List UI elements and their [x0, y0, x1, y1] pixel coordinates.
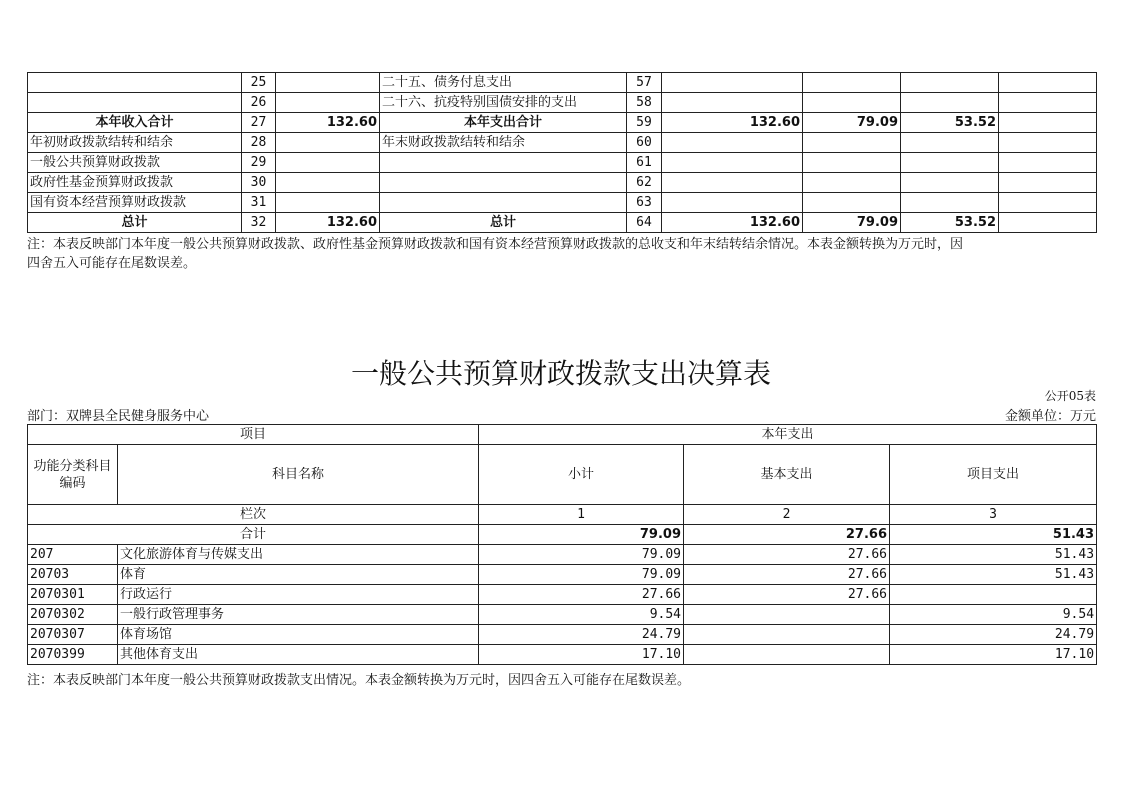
subject-name: 体育 [118, 565, 479, 585]
subject-name: 文化旅游体育与传媒支出 [118, 545, 479, 565]
table-row [28, 565, 1097, 585]
subject-name: 体育场馆 [118, 625, 479, 645]
summary-table-row [28, 93, 1097, 113]
expense-fund-budget [901, 133, 999, 153]
basic-amount [684, 605, 890, 625]
income-item-label: 年初财政拨款结转和结余 [28, 133, 242, 153]
basic-amount: 27.66 [684, 565, 890, 585]
table-row [28, 625, 1097, 645]
summary-note-line1: 注：本表反映部门本年度一般公共预算财政拨款、政府性基金预算财政拨款和国有资本经营预算财政拨款的总收支和年末结转结余情况。本表金额转换为万元时，因 [27, 237, 964, 252]
income-line-number: 25 [242, 73, 276, 93]
expense-general-budget [803, 133, 901, 153]
expense-item-label [380, 153, 627, 173]
income-item-label: 政府性基金预算财政拨款 [28, 173, 242, 193]
income-line-number: 29 [242, 153, 276, 173]
header-code: 功能分类科目编码 [28, 445, 118, 505]
expense-state-capital [999, 193, 1097, 213]
unit-label: 金额单位：万元 [1004, 409, 1096, 424]
header-project-exp: 项目支出 [890, 445, 1097, 505]
income-amount [276, 93, 380, 113]
basic-amount: 27.66 [684, 545, 890, 565]
expense-line-number: 57 [627, 73, 662, 93]
income-line-number: 27 [242, 113, 276, 133]
header-subtotal: 小计 [479, 445, 684, 505]
summary-table-row [28, 73, 1097, 93]
basic-amount [684, 625, 890, 645]
expense-final-accounts-table [27, 424, 1097, 665]
income-item-label: 本年收入合计 [28, 113, 242, 133]
income-item-label: 一般公共预算财政拨款 [28, 153, 242, 173]
summary-table-row [28, 113, 1097, 133]
expense-total [662, 93, 803, 113]
basic-amount: 27.66 [684, 585, 890, 605]
expense-general-budget [803, 153, 901, 173]
income-line-number: 28 [242, 133, 276, 153]
column-number-1: 1 [479, 505, 684, 525]
expense-state-capital [999, 113, 1097, 133]
column-sequence-label: 栏次 [28, 505, 479, 525]
total-basic: 27.66 [684, 525, 890, 545]
function-code: 2070301 [28, 585, 118, 605]
header-project: 项目 [28, 425, 479, 445]
project-amount: 17.10 [890, 645, 1097, 665]
total-label: 合计 [28, 525, 479, 545]
income-amount [276, 133, 380, 153]
expense-note: 注：本表反映部门本年度一般公共预算财政拨款支出情况。本表金额转换为万元时，因四舍五入可能存在尾数误差。 [27, 673, 691, 688]
expense-fund-budget: 53.52 [901, 213, 999, 233]
expense-fund-budget: 53.52 [901, 113, 999, 133]
project-amount: 9.54 [890, 605, 1097, 625]
expense-item-label: 年末财政拨款结转和结余 [380, 133, 627, 153]
expense-state-capital [999, 213, 1097, 233]
expense-state-capital [999, 173, 1097, 193]
expense-state-capital [999, 73, 1097, 93]
summary-table-row [28, 133, 1097, 153]
expense-fund-budget [901, 173, 999, 193]
income-expense-summary-table [27, 72, 1097, 233]
income-line-number: 26 [242, 93, 276, 113]
income-line-number: 30 [242, 173, 276, 193]
income-item-label: 总计 [28, 213, 242, 233]
summary-table-row [28, 213, 1097, 233]
expense-state-capital [999, 93, 1097, 113]
income-amount [276, 73, 380, 93]
subtotal-amount: 9.54 [479, 605, 684, 625]
subtotal-amount: 24.79 [479, 625, 684, 645]
expense-item-label [380, 173, 627, 193]
expense-item-label: 本年支出合计 [380, 113, 627, 133]
expense-total: 132.60 [662, 113, 803, 133]
expense-general-budget [803, 193, 901, 213]
table-row [28, 605, 1097, 625]
header-current-expense: 本年支出 [479, 425, 1097, 445]
subtotal-amount: 27.66 [479, 585, 684, 605]
summary-table-row [28, 173, 1097, 193]
project-amount [890, 585, 1097, 605]
expense-item-label [380, 193, 627, 213]
expense-total: 132.60 [662, 213, 803, 233]
function-code: 2070399 [28, 645, 118, 665]
expense-fund-budget [901, 73, 999, 93]
expense-total [662, 133, 803, 153]
expense-line-number: 61 [627, 153, 662, 173]
expense-line-number: 59 [627, 113, 662, 133]
page-title: 一般公共预算财政拨款支出决算表 [350, 357, 771, 390]
income-line-number: 31 [242, 193, 276, 213]
header-name: 科目名称 [118, 445, 479, 505]
expense-item-label: 总计 [380, 213, 627, 233]
expense-line-number: 64 [627, 213, 662, 233]
summary-table-row [28, 193, 1097, 213]
table-row [28, 585, 1097, 605]
expense-general-budget: 79.09 [803, 113, 901, 133]
project-amount: 51.43 [890, 545, 1097, 565]
expense-general-budget [803, 73, 901, 93]
form-code: 公开05表 [1044, 389, 1096, 403]
income-item-label: 国有资本经营预算财政拨款 [28, 193, 242, 213]
basic-amount [684, 645, 890, 665]
expense-fund-budget [901, 153, 999, 173]
expense-total [662, 193, 803, 213]
summary-note-line2: 四舍五入可能存在尾数误差。 [27, 256, 197, 271]
expense-general-budget [803, 173, 901, 193]
column-number-3: 3 [890, 505, 1097, 525]
expense-total [662, 153, 803, 173]
expense-total [662, 73, 803, 93]
subtotal-amount: 17.10 [479, 645, 684, 665]
expense-item-label: 二十六、抗疫特别国债安排的支出 [380, 93, 627, 113]
expense-general-budget: 79.09 [803, 213, 901, 233]
expense-line-number: 60 [627, 133, 662, 153]
expense-general-budget [803, 93, 901, 113]
subject-name: 其他体育支出 [118, 645, 479, 665]
function-code: 2070302 [28, 605, 118, 625]
table-row [28, 545, 1097, 565]
income-item-label [28, 73, 242, 93]
expense-line-number: 63 [627, 193, 662, 213]
subject-name: 行政运行 [118, 585, 479, 605]
expense-item-label: 二十五、债务付息支出 [380, 73, 627, 93]
expense-line-number: 58 [627, 93, 662, 113]
expense-line-number: 62 [627, 173, 662, 193]
expense-state-capital [999, 153, 1097, 173]
total-subtotal: 79.09 [479, 525, 684, 545]
column-number-2: 2 [684, 505, 890, 525]
summary-table-body [28, 73, 1097, 233]
function-code: 207 [28, 545, 118, 565]
summary-table-row [28, 153, 1097, 173]
department-label: 部门：双牌县全民健身服务中心 [27, 409, 210, 424]
header-basic: 基本支出 [684, 445, 890, 505]
expense-fund-budget [901, 93, 999, 113]
income-amount [276, 193, 380, 213]
subject-name: 一般行政管理事务 [118, 605, 479, 625]
income-amount [276, 173, 380, 193]
function-code: 2070307 [28, 625, 118, 645]
subtotal-amount: 79.09 [479, 545, 684, 565]
income-line-number: 32 [242, 213, 276, 233]
income-amount [276, 153, 380, 173]
income-item-label [28, 93, 242, 113]
total-project: 51.43 [890, 525, 1097, 545]
expense-fund-budget [901, 193, 999, 213]
function-code: 20703 [28, 565, 118, 585]
project-amount: 51.43 [890, 565, 1097, 585]
expense-total [662, 173, 803, 193]
table-row [28, 645, 1097, 665]
project-amount: 24.79 [890, 625, 1097, 645]
income-amount: 132.60 [276, 213, 380, 233]
income-amount: 132.60 [276, 113, 380, 133]
subtotal-amount: 79.09 [479, 565, 684, 585]
expense-state-capital [999, 133, 1097, 153]
